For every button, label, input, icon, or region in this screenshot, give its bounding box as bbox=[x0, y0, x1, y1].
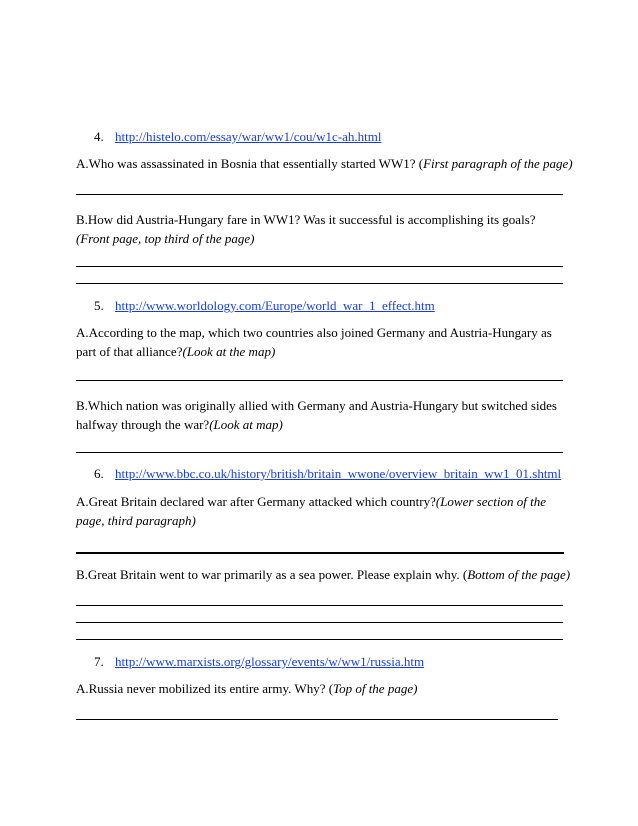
section-4-item bbox=[94, 128, 381, 145]
question-5b-text: B.Which nation was originally allied with Germany and Austria-Hungary but switched sides halfway through the war? bbox=[76, 398, 557, 432]
question-5a-text: A.According to the map, which two countries also joined Germany and Austria-Hungary as part of that alliance? bbox=[76, 325, 552, 359]
question-5b bbox=[76, 396, 566, 434]
question-6b-hint: Bottom of the page) bbox=[467, 567, 571, 582]
question-6a-text: A.Great Britain declared war after Germany attacked which country? bbox=[76, 494, 436, 509]
section-6-number: 6. bbox=[94, 466, 104, 481]
question-6a-hint: (Lower section of the page, third paragraph) bbox=[76, 494, 546, 528]
section-6-item bbox=[94, 465, 561, 482]
section-4-link[interactable]: http://histelo.com/essay/war/ww1/cou/w1c-ah.html bbox=[115, 129, 382, 144]
question-6b-text: B.Great Britain went to war primarily as a sea power. Please explain why. ( bbox=[76, 567, 468, 582]
answer-line[interactable] bbox=[76, 552, 564, 554]
question-4a bbox=[76, 155, 573, 172]
question-7a-text: A.Russia never mobilized its entire army. Why? ( bbox=[76, 681, 334, 696]
answer-line[interactable] bbox=[76, 622, 563, 623]
question-4b-text: B.How did Austria-Hungary fare in WW1? Was it successful is accomplishing its goals? bbox=[76, 212, 536, 227]
section-6-link[interactable]: http://www.bbc.co.uk/history/british/britain_wwone/overview_britain_ww1_01.shtml bbox=[115, 466, 562, 481]
question-4a-hint: First paragraph of the page) bbox=[423, 156, 573, 171]
question-5b-hint: (Look at map) bbox=[209, 417, 283, 432]
answer-line[interactable] bbox=[76, 380, 563, 381]
question-4b bbox=[76, 210, 566, 248]
section-7-link[interactable]: http://www.marxists.org/glossary/events/w/ww1/russia.htm bbox=[115, 654, 425, 669]
section-5-item bbox=[94, 297, 435, 314]
section-7-item bbox=[94, 653, 424, 670]
question-7a-hint: Top of the page) bbox=[333, 681, 418, 696]
answer-line[interactable] bbox=[76, 194, 563, 195]
section-5-number: 5. bbox=[94, 298, 104, 313]
section-4-number: 4. bbox=[94, 129, 104, 144]
question-6a bbox=[76, 492, 566, 530]
section-5-link[interactable]: http://www.worldology.com/Europe/world_war_1_effect.htm bbox=[115, 298, 435, 313]
section-7-number: 7. bbox=[94, 654, 104, 669]
question-4b-hint: (Front page, top third of the page) bbox=[76, 231, 255, 246]
question-4a-text: A.Who was assassinated in Bosnia that essentially started WW1? ( bbox=[76, 156, 424, 171]
question-7a bbox=[76, 680, 417, 697]
answer-line[interactable] bbox=[76, 719, 558, 720]
answer-line[interactable] bbox=[76, 266, 563, 267]
answer-line[interactable] bbox=[76, 452, 563, 453]
answer-line[interactable] bbox=[76, 283, 563, 284]
answer-line[interactable] bbox=[76, 639, 563, 640]
answer-line[interactable] bbox=[76, 605, 563, 606]
question-5a-hint: (Look at the map) bbox=[182, 344, 276, 359]
question-5a bbox=[76, 323, 566, 361]
question-6b bbox=[76, 566, 570, 583]
